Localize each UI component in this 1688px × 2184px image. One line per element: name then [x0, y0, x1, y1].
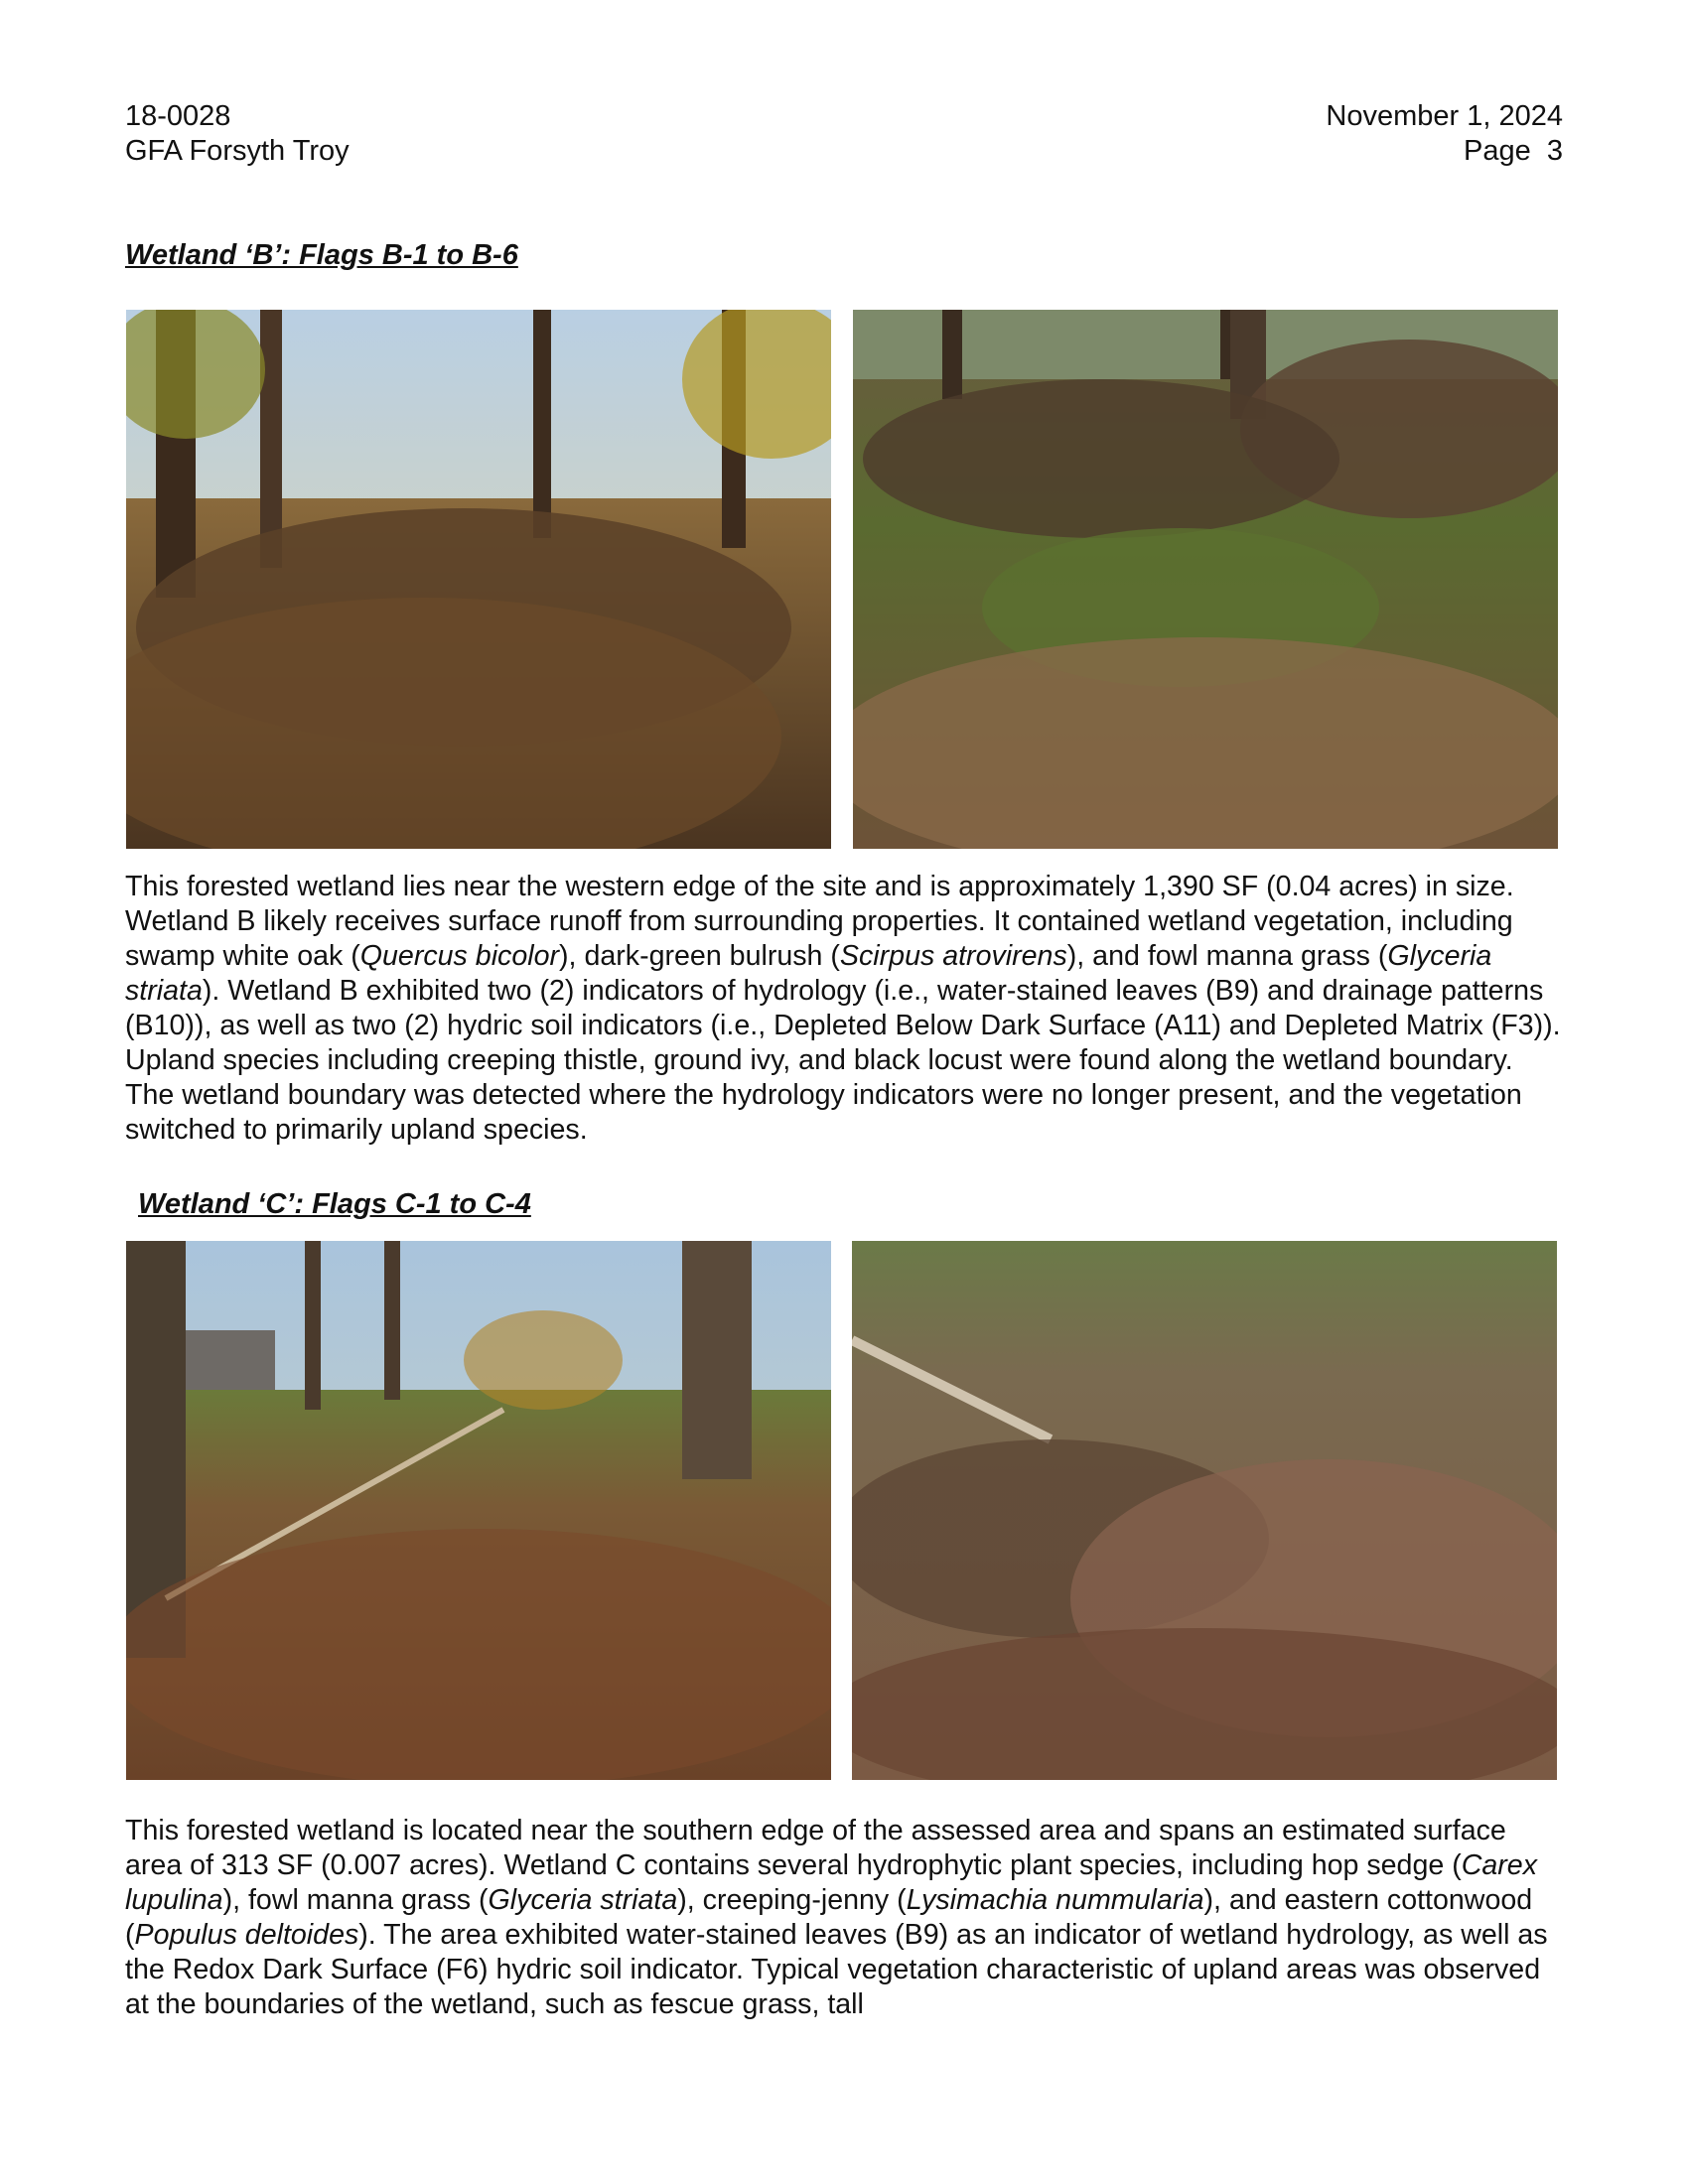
- wetland-b-photo-2: [853, 310, 1558, 849]
- report-date: November 1, 2024: [1326, 100, 1563, 132]
- header-right: [1326, 99, 1563, 169]
- paragraph-text: ). The area exhibited water-stained leaves (B9) as an indicator of wetland hydrology, as well as the Redox Dark Surface (F6) hydric soil indicator. Typical vegetation characteristic of upland areas was observed at the boundaries of the wetland, such as fescue grass, tall: [125, 1919, 1548, 2020]
- wetland-c-description: [125, 1814, 1565, 2022]
- species-name: Lysimachia nummularia: [906, 1884, 1204, 1916]
- paragraph-text: This forested wetland is located near the southern edge of the assessed area and spans an estimated surface area of 313 SF (0.007 acres). Wetland C contains several hydrophytic plant species, including hop sedge (: [125, 1815, 1506, 1881]
- species-name: Scirpus atrovirens: [839, 940, 1067, 972]
- paragraph-text: This forested wetland lies near the western edge of the site and is approximately 1,390 SF (0.04 acres) in size. Wetland B likely receives surface runoff from surrounding properties. It contained wetland vegetation, including swamp white oak (: [125, 871, 1514, 972]
- paragraph-text: ). Wetland B exhibited two (2) indicators of hydrology (i.e., water-stained leaves (B9) and drainage patterns (B10)), as well as two (2) hydric soil indicators (i.e., Depleted Below Dark Surface (A11) and Depleted Matrix (F3)). Upland species including creeping thistle, ground ivy, and black locust were found along the wetland boundary. The wetland boundary was detected where the hydrology indicators were no longer present, and the vegetation switched to primarily upland species.: [125, 975, 1561, 1146]
- species-name: Populus deltoides: [134, 1919, 359, 1951]
- page-number: Page 3: [1464, 135, 1563, 167]
- species-name: Quercus bicolor: [359, 940, 560, 972]
- header-left: [125, 99, 350, 169]
- wetland-b-photo-1: [126, 310, 831, 849]
- wetland-b-title: Wetland ‘B’: Flags B-1 to B-6: [125, 239, 518, 271]
- species-name: Glyceria striata: [125, 940, 1492, 1007]
- wetland-c-title: Wetland ‘C’: Flags C-1 to C-4: [138, 1188, 531, 1220]
- project-name: GFA Forsyth Troy: [125, 135, 350, 167]
- paragraph-text: ), and fowl manna grass (: [1066, 940, 1388, 972]
- species-name: Glyceria striata: [488, 1884, 678, 1916]
- paragraph-text: ), fowl manna grass (: [222, 1884, 489, 1916]
- paragraph-text: ), dark-green bulrush (: [559, 940, 840, 972]
- paragraph-text: ), creeping-jenny (: [677, 1884, 907, 1916]
- wetland-c-photo-2: [852, 1241, 1557, 1780]
- paragraph-text: ), and eastern cottonwood (: [125, 1884, 1533, 1951]
- wetland-b-description: [125, 870, 1565, 1148]
- wetland-c-photo-1: [126, 1241, 831, 1780]
- project-number: 18-0028: [125, 100, 231, 132]
- species-name: Carex lupulina: [125, 1849, 1538, 1916]
